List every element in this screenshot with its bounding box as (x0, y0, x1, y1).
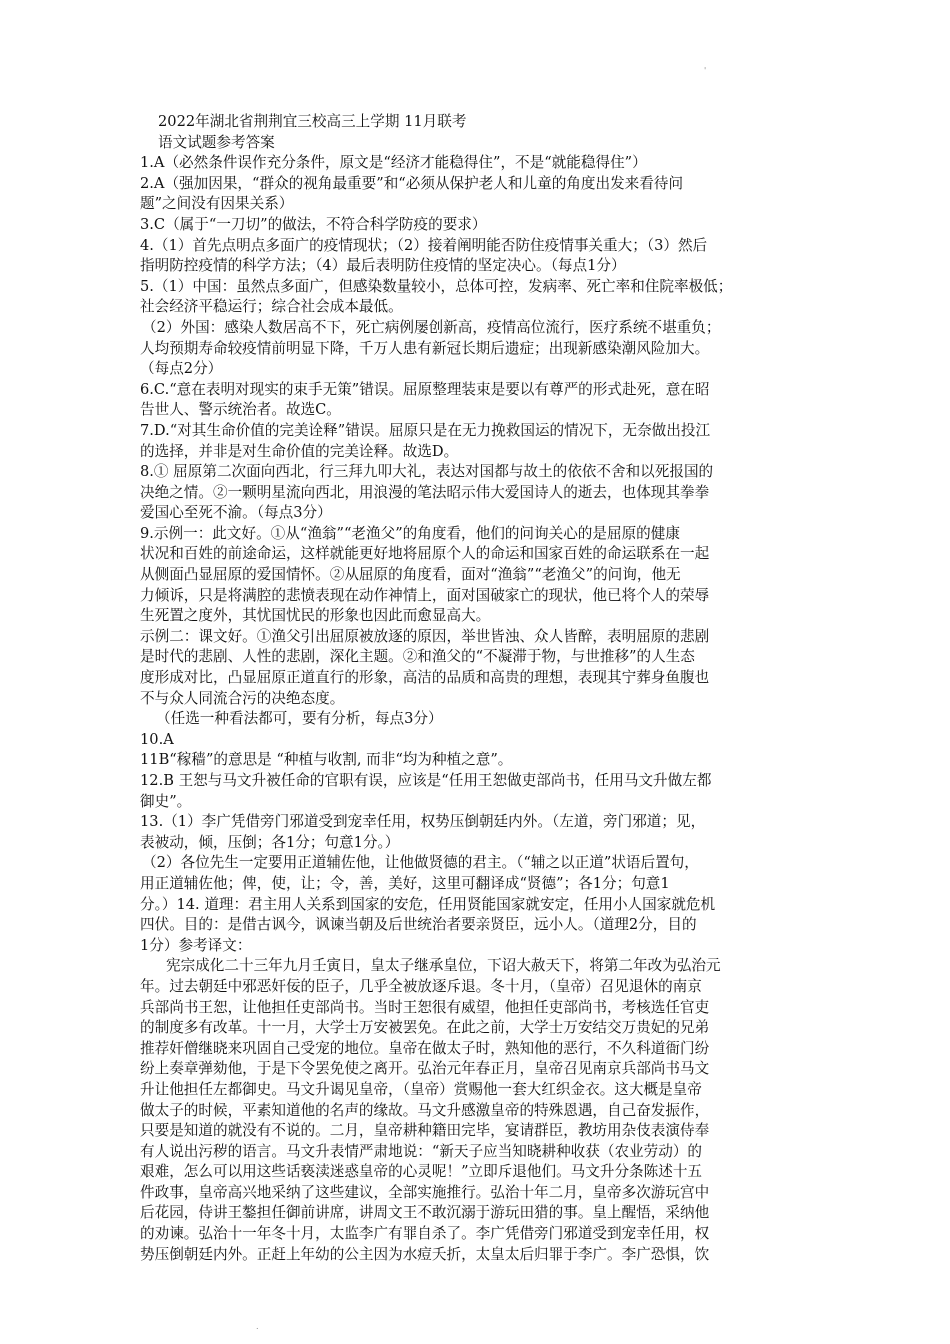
text-line: 指明防控疫情的科学方法；（4）最后表明防住疫情的坚定决心。（每点1分） (140, 257, 626, 275)
text-line: 示例二：课文好。①渔父引出屈原被放逐的原因，举世皆浊、众人皆醉，表明屈原的悲剧 (140, 627, 710, 645)
text-line: 3.C（属于“一刀切”的做法，不符合科学防疫的要求） (140, 215, 487, 233)
text-line: 爱国心至死不渝。（每点3分） (140, 504, 332, 522)
document-subtitle: 语文试题参考答案 (158, 133, 275, 151)
text-line: 的选择，并非是对生命价值的完美诠释。故选D。 (140, 442, 459, 460)
page-mark-top: ' (704, 66, 707, 75)
text-line: 年。过去朝廷中邪恶奸佞的臣子，几乎全被放逐斥退。冬十月，（皇帝）召见退休的南京 (140, 977, 702, 995)
text-line: 8.① 屈原第二次面向西北，行三拜九叩大礼，表达对国都与故土的依依不舍和以死报国的 (140, 463, 714, 481)
text-line: 推荐奸僧继晓来巩固自己受宠的地位。皇帝在做太子时，熟知他的恶行，不久科道衙门纷 (140, 1039, 710, 1057)
text-line: 分。）14. 道理：君主用人关系到国家的安危，任用贤能国家就安定，任用小人国家就危机 (140, 895, 716, 913)
text-line: 4.（1）首先点明点多面广的疫情现状；（2）接着阐明能否防住疫情事关重大；（3）然后 (140, 236, 708, 254)
text-line: 表被动，倾，压倒；各1分；句意1分。） (140, 833, 400, 851)
text-line: （任选一种看法都可，要有分析，每点3分） (156, 710, 443, 728)
text-line: 的劝谏。弘治十一年冬十月，太监李广有罪自杀了。李广凭借旁门邪道受到宠幸任用，权 (140, 1225, 710, 1243)
text-line: 后花园，侍讲王鏊担任御前讲席，讲周文王不敢沉溺于游玩田猎的事。皇上醒悟，采纳他 (140, 1204, 710, 1222)
text-line: 9.示例一：此文好。①从“渔翁”“老渔父”的角度看，他们的问询关心的是屈原的健康 (140, 524, 680, 542)
text-line: 1分）参考译文： (140, 936, 252, 954)
text-line: 5.（1）中国：虽然点多面广，但感染数量较小，总体可控，发病率、死亡率和住院率极低； (140, 277, 733, 295)
text-line: 势压倒朝廷内外。正赶上年幼的公主因为水痘夭折，太皇太后归罪于李广。李广恐惧，饮 (140, 1245, 710, 1263)
text-line: 10.A (140, 730, 174, 748)
text-line: 生死置之度外，其忧国忧民的形象也因此而愈显高大。 (140, 607, 491, 625)
text-line: 决绝之情。②一颗明星流向西北，用浪漫的笔法昭示伟大爱国诗人的逝去，也体现其拳拳 (140, 483, 710, 501)
text-line: 2.A（强加因果，“群众的视角最重要”和“必须从保护老人和儿童的角度出发来看待问 (140, 174, 684, 192)
document-title: 2022年湖北省荆荆宜三校高三上学期 11月联考 (158, 113, 467, 130)
page-mark-bottom: . (256, 1322, 259, 1331)
text-line: 的制度多有改革。十一月，大学士万安被罢免。在此之前，大学士万安结交万贵妃的兄弟 (140, 1019, 710, 1037)
text-line: （每点2分） (140, 360, 223, 378)
answer-document (140, 112, 815, 1265)
text-line: 从侧面凸显屈原的爱国情怀。②从屈原的角度看，面对“渔翁”“老渔父”的问询，他无 (140, 566, 681, 584)
text-line: 有人说出污秽的语言。马文升表情严肃地说：“新天子应当知晓耕种收获（农业劳动）的 (140, 1142, 703, 1160)
text-line: 6.C.“意在表明对现实的束手无策”错误。屈原整理装束是要以有尊严的形式赴死，意在昭 (140, 380, 710, 398)
text-line: 做太子的时候，平素知道他的名声的缘故。马文升感激皇帝的特殊恩遇，自己奋发振作， (140, 1101, 710, 1119)
text-line: 艰难，怎么可以用这些话亵渎迷惑皇帝的心灵呢！”立即斥退他们。马文升分条陈述十五 (140, 1163, 703, 1181)
text-line: 题”之间没有因果关系） (140, 195, 294, 213)
text-line: 纷上奏章弹劾他，于是下令罢免使之离开。弘治元年春正月，皇帝召见南京兵部尚书马文 (140, 1060, 710, 1078)
text-line: 社会经济平稳运行；综合社会成本最低。 (140, 298, 403, 316)
text-line: 13.（1）李广凭借旁门邪道受到宠幸任用，权势压倒朝廷内外。（左道，旁门邪道；见， (140, 813, 706, 831)
text-line: （2）各位先生一定要用正道辅佐他，让他做贤德的君主。（“辅之以正道”状语后置句， (142, 854, 699, 872)
text-line: 12.B 王恕与马文升被任命的官职有误，应该是“任用王恕做吏部尚书，任用马文升做左都 (140, 772, 712, 789)
text-line: 人均预期寿命较疫情前明显下降，千万人患有新冠长期后遗症；出现新感染潮风险加大。 (140, 339, 710, 357)
text-line: 四伏。目的：是借古讽今，讽谏当朝及后世统治者要亲贤臣，远小人。（道理2分，目的 (140, 916, 697, 934)
text-line: 兵部尚书王恕，让他担任吏部尚书。当时王恕很有威望，他担任吏部尚书，考核选任官吏 (140, 998, 710, 1016)
text-line: 7.D.“对其生命价值的完美诠释”错误。屈原只是在无力挽救国运的情况下，无奈做出投江 (140, 421, 711, 439)
text-line: 力倾诉，只是将满腔的悲愤表现在动作神情上，面对国破家亡的现状，他已将个人的荣辱 (140, 586, 710, 604)
text-line: 宪宗成化二十三年九月壬寅日，皇太子继承皇位，下诏大赦天下，将第二年改为弘治元 (166, 957, 721, 975)
text-line: 升让他担任左都御史。马文升谒见皇帝，（皇帝）赏赐他一套大红织金衣。这大概是皇帝 (140, 1080, 702, 1098)
text-line: 1.A（必然条件误作充分条件，原文是“经济才能稳得住”，不是“就能稳得住”） (140, 154, 647, 172)
text-line: 告世人、警示统治者。故选C。 (140, 401, 341, 419)
text-line: 只要是知道的就没有不说的。二月，皇帝耕种籍田完毕，宴请群臣，教坊用杂伎表演侍奉 (140, 1122, 710, 1140)
text-line: 不与众人同流合污的决绝态度。 (140, 689, 345, 707)
text-line: 11B“稼穑”的意思是 “种植与收割, 而非“均为种植之意”。 (140, 751, 513, 769)
text-line: 度形成对比，凸显屈原正道直行的形象，高洁的品质和高贵的理想，表现其宁葬身鱼腹也 (140, 669, 710, 687)
text-line: 状况和百姓的前途命运，这样就能更好地将屈原个人的命运和国家百姓的命运联系在一起 (140, 545, 710, 563)
text-line: 用正道辅佐他；俾，使，让；令，善，美好，这里可翻译成“贤德”；各1分；句意1 (140, 874, 670, 892)
text-line: 件政事，皇帝高兴地采纳了这些建议，全部实施推行。弘治十年二月，皇帝多次游玩宫中 (140, 1183, 710, 1201)
text-line: （2）外国：感染人数居高不下，死亡病例屡创新高，疫情高位流行，医疗系统不堪重负； (142, 318, 721, 336)
text-line: 御史”。 (140, 792, 192, 810)
text-line: 是时代的悲剧、人性的悲剧，深化主题。②和渔父的“不凝滞于物，与世推移”的人生态 (140, 648, 695, 666)
